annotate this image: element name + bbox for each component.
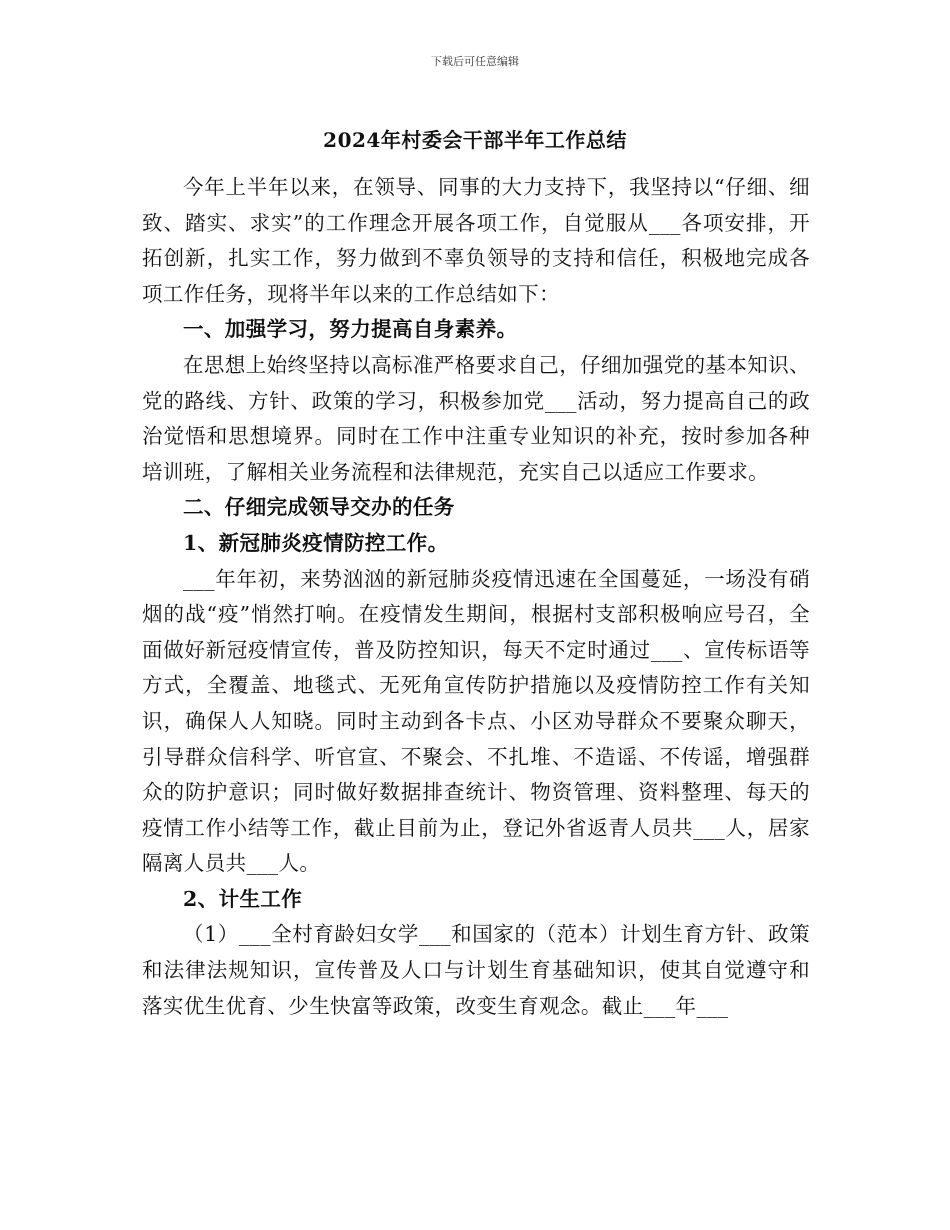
- study-paragraph: 在思想上始终坚持以高标准严格要求自己，仔细加强党的基本知识、党的路线、方针、政策的学习，积极参加党___活动，努力提高自己的政治觉悟和思想境界。同时在工作中注重专业知识的补充，按时参加各种培训班，了解相关业务流程和法律规范，充实自己以适应工作要求。: [142, 352, 810, 484]
- section-heading-study: 一、加强学习，努力提高自身素养。: [183, 317, 518, 342]
- document-title: 2024年村委会干部半年工作总结: [323, 128, 627, 152]
- epidemic-paragraph: ___年年初，来势汹汹的新冠肺炎疫情迅速在全国蔓延，一场没有硝烟的战“疫”悄然打响。在疫情发生期间，根据村支部积极响应号召，全面做好新冠疫情宣传，普及防控知识，每天不定时通过___、宣传标语等方式，全覆盖、地毯式、无死角宣传防护措施以及疫情防控工作有关知识，确保人人知晓。同时主动到各卡点、小区劝导群众不要聚众聊天，引导群众信科学、听官宣、不聚会、不扎堆、不造谣、不传谣，增强群众的防护意识；同时做好数据排查统计、物资管理、资料整理、每天的疫情工作小结等工作，截止目前为止，登记外省返青人员共___人，居家隔离人员共___人。: [142, 566, 810, 876]
- header-note: 下载后可任意编辑: [431, 55, 519, 68]
- section-heading-tasks: 二、仔细完成领导交办的任务: [183, 495, 455, 520]
- subsection-heading-epidemic: 1、新冠肺炎疫情防控工作。: [183, 530, 449, 555]
- intro-paragraph: 今年上半年以来，在领导、同事的大力支持下，我坚持以“仔细、细致、踏实、求实”的工作理念开展各项工作，自觉服从___各项安排，开拓创新，扎实工作，努力做到不辜负领导的支持和信任，积极地完成各项工作任务，现将半年以来的工作总结如下：: [142, 175, 810, 306]
- subsection-heading-family-planning: 2、计生工作: [183, 886, 303, 911]
- document-body: [142, 170, 810, 1024]
- family-planning-paragraph: （1）___全村育龄妇女学___和国家的（范本）计划生育方针、政策和法律法规知识，宣传普及人口与计划生育基础知识，使其自觉遵守和落实优生优育、少生快富等政策，改变生育观念。截止___年___: [142, 922, 810, 1018]
